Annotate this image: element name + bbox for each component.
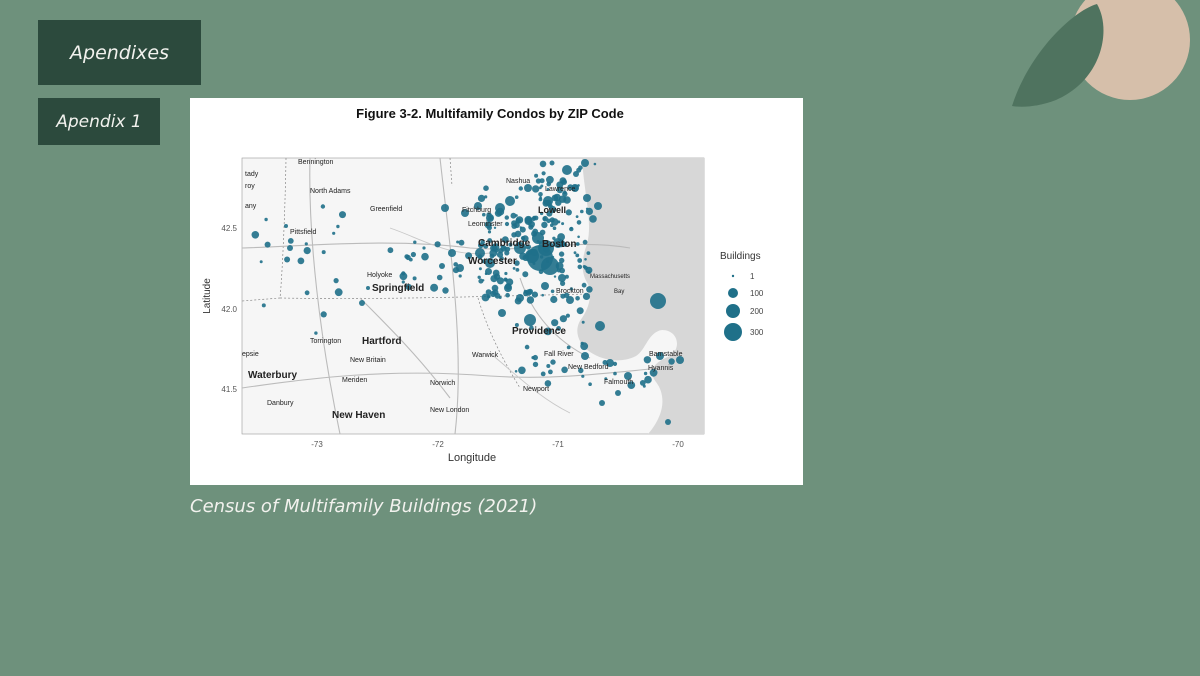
map-dot xyxy=(577,220,582,225)
city-label: Norwich xyxy=(430,380,456,387)
map-dot xyxy=(541,282,549,290)
map-dot xyxy=(539,196,542,199)
map-dot xyxy=(252,231,260,239)
map-dot xyxy=(583,293,590,300)
map-dot xyxy=(314,331,317,334)
map-dot xyxy=(288,238,294,244)
map-dot xyxy=(488,230,491,233)
y-tick-label: 41.5 xyxy=(221,385,237,394)
map-dot xyxy=(540,185,543,188)
map-dot xyxy=(287,245,293,251)
city-label: any xyxy=(245,203,257,210)
map-dot xyxy=(505,196,515,206)
map-dot xyxy=(359,300,365,306)
map-dot xyxy=(515,214,518,217)
map-dot xyxy=(537,240,540,243)
map-dot xyxy=(582,283,587,288)
city-label: Massachusetts xyxy=(590,274,631,280)
map-dot xyxy=(644,372,647,375)
map-dot xyxy=(483,185,489,191)
map-dot xyxy=(484,195,487,198)
map-dot xyxy=(488,296,490,298)
city-label: New Bedford xyxy=(568,364,609,371)
map-dot xyxy=(550,359,555,364)
map-dot xyxy=(546,260,549,263)
map-dot xyxy=(543,217,547,221)
city-label: Warwick xyxy=(472,352,499,359)
map-dot xyxy=(448,249,456,257)
map-dot xyxy=(565,275,569,279)
map-dot xyxy=(497,277,504,284)
legend-label: 300 xyxy=(750,328,764,337)
map-dot xyxy=(541,372,546,377)
map-dot xyxy=(583,194,591,202)
city-label: Holyoke xyxy=(367,272,393,279)
map-dot xyxy=(582,321,585,324)
map-dot xyxy=(577,307,584,314)
city-label: Worcester xyxy=(468,256,517,267)
map-dot xyxy=(284,224,288,228)
map-dot xyxy=(516,268,520,272)
map-dot xyxy=(577,184,580,187)
city-label: Providence xyxy=(512,326,566,337)
map-dot xyxy=(518,367,526,375)
map-dot xyxy=(525,345,530,350)
map-dot xyxy=(595,321,605,331)
legend-label: 200 xyxy=(750,307,764,316)
map-dot xyxy=(322,250,326,254)
city-label: Nashua xyxy=(506,178,531,185)
map-dot xyxy=(388,247,394,253)
map-dot xyxy=(531,249,538,256)
y-tick-label: 42.0 xyxy=(221,305,237,314)
x-axis-label: Longitude xyxy=(447,452,497,464)
map-dot xyxy=(265,242,271,248)
map-dot xyxy=(339,211,346,218)
map-dot xyxy=(581,159,589,167)
y-axis-ticks xyxy=(221,224,237,394)
map-dot xyxy=(515,370,518,373)
map-dot xyxy=(594,202,602,210)
map-dot xyxy=(577,236,580,239)
map-dot xyxy=(580,210,584,214)
map-dot xyxy=(534,216,539,221)
map-dot xyxy=(575,254,579,258)
city-label: epsie xyxy=(242,351,259,358)
map-dot xyxy=(574,251,577,254)
city-label: Lowell xyxy=(538,205,567,215)
map-dot xyxy=(613,362,617,366)
legend-label: 100 xyxy=(750,289,764,298)
map-dot xyxy=(522,271,528,277)
map-dot xyxy=(519,253,526,260)
map-dot xyxy=(524,184,532,192)
city-label: New London xyxy=(430,407,470,414)
x-axis-ticks xyxy=(311,440,684,449)
map-dot xyxy=(515,298,522,305)
city-label: New Haven xyxy=(332,410,386,421)
map-dot xyxy=(586,286,593,293)
map-dot xyxy=(532,292,538,298)
map-dot xyxy=(478,195,485,202)
map-dot xyxy=(668,358,674,364)
map-dot xyxy=(321,311,327,317)
legend-dot xyxy=(724,323,742,341)
map-dot xyxy=(439,263,445,269)
map-dot xyxy=(260,260,263,263)
map-dot xyxy=(566,314,570,318)
city-label: Danbury xyxy=(267,400,294,407)
map-dot xyxy=(511,223,517,229)
map-dot xyxy=(552,195,559,202)
map-dot xyxy=(482,279,484,281)
x-tick-label: -72 xyxy=(432,440,444,449)
map-dot xyxy=(492,289,498,295)
map-dot xyxy=(559,251,564,256)
appendix-1-label: Apendix 1 xyxy=(38,98,160,145)
map-dot xyxy=(453,262,458,267)
legend xyxy=(724,272,764,341)
map-dot xyxy=(505,215,509,219)
map-dot xyxy=(366,286,370,290)
map-dot xyxy=(559,258,564,263)
map-dot xyxy=(561,367,568,374)
map-dot xyxy=(588,382,592,386)
map-dot xyxy=(528,225,533,230)
map-dot xyxy=(525,216,533,224)
city-label: Fall River xyxy=(544,351,574,358)
city-label: Leominster xyxy=(468,221,503,228)
map-dot xyxy=(594,163,597,166)
city-label: Cambridge xyxy=(478,238,531,249)
map-dot xyxy=(304,247,311,254)
map-dot xyxy=(583,265,586,268)
map-dot xyxy=(526,253,529,256)
city-label: Bay xyxy=(614,289,625,295)
map-dot xyxy=(305,242,308,245)
y-tick-label: 42.5 xyxy=(221,224,237,233)
map-dot xyxy=(504,278,508,282)
map-dot xyxy=(504,272,507,275)
city-label: Hyannis xyxy=(648,365,674,372)
map-dot xyxy=(421,253,429,261)
map-dot xyxy=(505,222,509,226)
map-dot xyxy=(479,267,482,270)
map-dot xyxy=(540,255,543,258)
city-label: Falmouth xyxy=(604,379,634,386)
map-dot xyxy=(505,283,512,290)
map-dot xyxy=(540,230,546,236)
map-dot xyxy=(581,352,589,360)
map-dot xyxy=(524,290,528,294)
map-dot xyxy=(335,288,343,296)
map-dot xyxy=(534,174,538,178)
city-label: North Adams xyxy=(310,188,351,195)
map-dot xyxy=(640,380,646,386)
map-dot xyxy=(404,254,409,259)
map-dot xyxy=(580,342,588,350)
map-dot xyxy=(589,215,597,223)
map-dot xyxy=(409,258,413,262)
map-dot xyxy=(413,241,416,244)
figure-caption: Census of Multifamily Buildings (2021) xyxy=(190,496,538,517)
map-dot xyxy=(586,208,588,210)
x-tick-label: -71 xyxy=(552,440,564,449)
legend-dot xyxy=(726,304,740,318)
map-dot xyxy=(284,257,290,263)
map-dot xyxy=(587,251,591,255)
map-dot xyxy=(515,195,519,199)
map-dot xyxy=(511,232,516,237)
map-dot xyxy=(577,258,582,263)
map-dot xyxy=(578,165,583,170)
map-dot xyxy=(576,215,579,218)
map-dot xyxy=(453,267,459,273)
map-dot xyxy=(435,241,441,247)
map-dot xyxy=(567,346,571,350)
map-dot xyxy=(665,419,671,425)
city-label: Waterbury xyxy=(248,370,298,381)
map-dot xyxy=(542,171,546,175)
map-dot xyxy=(413,276,417,280)
map-dot xyxy=(532,229,538,235)
city-label: Barnstable xyxy=(649,351,683,358)
city-label: Newport xyxy=(523,386,550,393)
map-dot xyxy=(485,272,488,275)
map-dot xyxy=(560,177,567,184)
map-dot xyxy=(441,204,449,212)
map-dot xyxy=(538,192,543,197)
map-dot xyxy=(584,258,587,261)
city-label: Boston xyxy=(542,239,577,250)
condo-map-figure xyxy=(190,98,803,485)
map-dot xyxy=(520,226,522,228)
map-dot xyxy=(556,262,564,270)
map-dot xyxy=(334,278,339,283)
map-dot xyxy=(422,246,425,249)
map-dot xyxy=(336,225,339,228)
y-axis-label: Latitude xyxy=(202,278,213,314)
city-label: Torrington xyxy=(310,338,342,345)
map-dot xyxy=(540,178,545,183)
map-dot xyxy=(498,309,506,317)
city-label: roy xyxy=(245,183,255,190)
map-dot xyxy=(558,274,566,282)
city-label: New Britain xyxy=(350,357,386,364)
map-dot xyxy=(599,400,605,406)
map-dot xyxy=(442,287,448,293)
map-dot xyxy=(551,290,555,294)
map-dot xyxy=(554,275,556,277)
map-dot xyxy=(569,227,573,231)
map-dot xyxy=(305,290,310,295)
map-dot xyxy=(650,293,666,309)
legend-label: 1 xyxy=(750,272,755,281)
decorative-shapes xyxy=(1000,0,1200,120)
map-dot xyxy=(540,161,547,168)
map-dot xyxy=(575,296,580,301)
map-dot xyxy=(533,362,538,367)
map-dot xyxy=(553,226,557,230)
x-tick-label: -70 xyxy=(672,440,684,449)
map-dot xyxy=(560,281,565,286)
map-dot xyxy=(561,222,564,225)
map-dot xyxy=(578,265,583,270)
map-dot xyxy=(489,216,493,220)
map-dot xyxy=(539,269,544,274)
map-dot xyxy=(456,241,459,244)
map-dot xyxy=(513,267,516,270)
map-dot xyxy=(613,372,617,376)
city-label: Hartford xyxy=(362,336,402,347)
map-dot xyxy=(550,161,555,166)
map-dot xyxy=(615,390,621,396)
map-dot xyxy=(583,240,588,245)
map-dot xyxy=(478,276,481,279)
city-label: Brockton xyxy=(556,288,584,295)
map-dot xyxy=(505,293,510,298)
map-dot xyxy=(532,262,535,265)
map-panel xyxy=(242,158,704,434)
map-dot xyxy=(551,256,554,259)
map-dot xyxy=(298,258,305,265)
map-dot xyxy=(430,284,438,292)
map-dot xyxy=(546,176,554,184)
deco-leaf xyxy=(1012,4,1103,107)
map-dot xyxy=(264,218,267,221)
map-dot xyxy=(524,314,536,326)
map-dot xyxy=(459,274,462,277)
map-dot xyxy=(541,294,544,297)
map-dot xyxy=(321,204,325,208)
city-label: Springfield xyxy=(372,283,425,294)
map-dot xyxy=(550,296,557,303)
map-dot xyxy=(581,375,584,378)
map-dot xyxy=(496,208,504,216)
map-dot xyxy=(562,165,572,175)
map-dot xyxy=(499,296,502,299)
map-dot xyxy=(532,185,539,192)
city-label: Meriden xyxy=(342,377,368,384)
x-tick-label: -73 xyxy=(311,440,323,449)
map-dot xyxy=(459,240,465,246)
city-label: Pittsfield xyxy=(290,229,317,236)
map-dot xyxy=(437,275,443,281)
map-dot xyxy=(400,272,408,280)
map-dot xyxy=(551,218,558,225)
map-dot xyxy=(493,270,500,277)
map-dot xyxy=(519,186,523,190)
map-dot xyxy=(411,252,416,257)
map-dot xyxy=(531,356,534,359)
city-label: Bennington xyxy=(298,159,334,166)
city-label: Lawrence xyxy=(545,186,576,193)
map-dot xyxy=(541,222,547,228)
legend-dot xyxy=(728,288,738,298)
city-label: tady xyxy=(245,171,259,178)
figure-panel xyxy=(190,98,803,485)
legend-title: Buildings xyxy=(720,251,761,262)
map-dot xyxy=(262,303,266,307)
appendixes-label: Apendixes xyxy=(38,20,201,85)
map-dot xyxy=(548,370,553,375)
map-dot xyxy=(332,232,335,235)
figure-title: Figure 3-2. Multifamily Condos by ZIP Code xyxy=(356,106,624,121)
map-dot xyxy=(546,364,550,368)
map-dot xyxy=(566,209,572,215)
legend-dot xyxy=(732,275,734,277)
map-dot xyxy=(527,296,534,303)
city-label: Fitchburg xyxy=(462,207,492,214)
city-label: Greenfield xyxy=(370,206,403,213)
